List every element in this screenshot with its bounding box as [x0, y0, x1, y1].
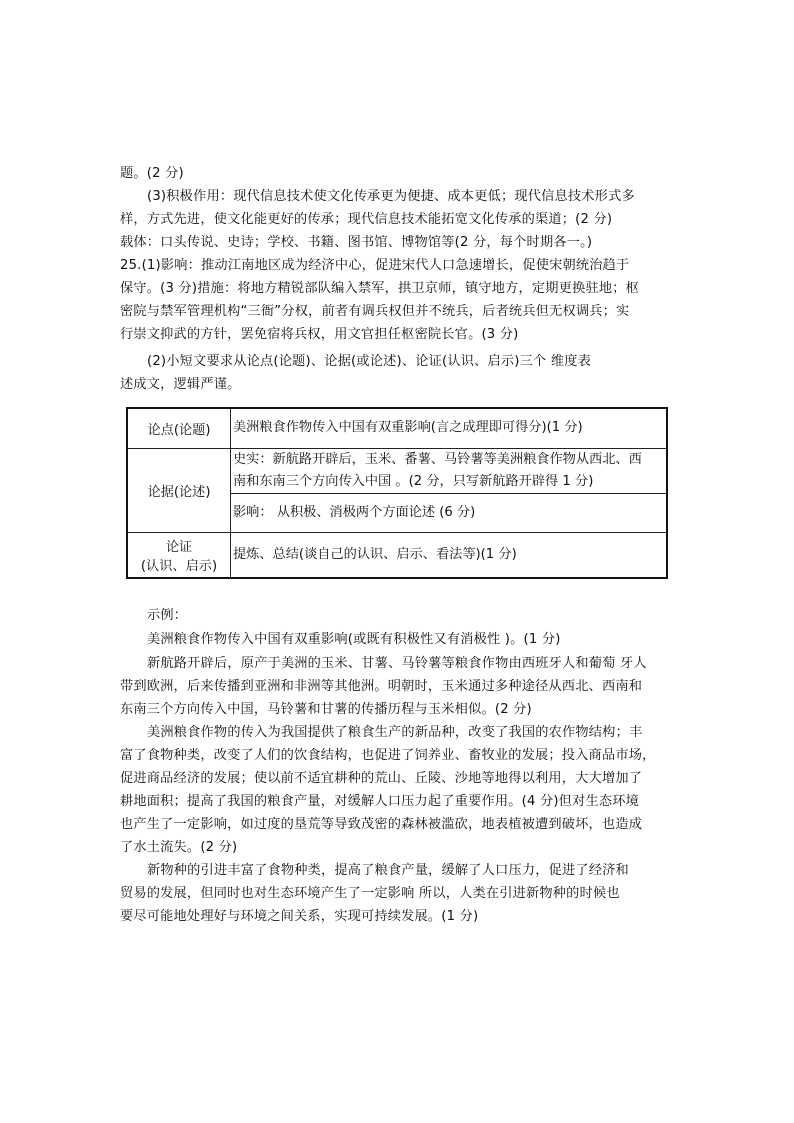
table-label — [127, 532, 231, 578]
text-line: 行崇文抑武的方针，罢免宿将兵权，用文官担任枢密院长官。(3 分) — [120, 327, 519, 342]
table-cell: 影响： 从积极、消极两个方面论述 (6 分) — [231, 493, 668, 532]
table-cell: 提炼、总结(谈自己的认识、启示、看法等)(1 分) — [231, 532, 668, 578]
table-row — [127, 408, 667, 448]
table-label-line: 论证 — [165, 539, 193, 555]
text-line: 耕地面积；提高了我国的粮食产量，对缓解人口压力起了重要作用。(4 分)但对生态环境 — [120, 794, 640, 809]
text-line: 美洲粮食作物传入中国有双重影响(或既有积极性又有消极性 )。(1 分) — [147, 632, 561, 647]
text-line: 要尽可能地处理好与环境之间关系，实现可持续发展。(1 分) — [120, 909, 479, 924]
table-label: 论点(论题) — [127, 408, 231, 448]
table-label: 论据(论述) — [127, 448, 231, 532]
text-line: 样，方式先进，使文化能更好的传承；现代信息技术能拓宽文化传承的渠道；(2 分) — [120, 212, 613, 227]
text-line: (3)积极作用：现代信息技术使文化传承更为便捷、成本更低；现代信息技术形式多 — [147, 189, 635, 204]
text-line: 述成文，逻辑严谨。 — [120, 377, 241, 392]
table-label-line: (认识、启示) — [140, 558, 218, 574]
text-line: 富了食物种类，改变了人们的饮食结构，也促进了饲养业、畜牧业的发展；投入商品市场， — [120, 748, 656, 763]
text-line: 也产生了一定影响，如过度的垦荒等导致茂密的森林被滥砍，地表植被遭到破坏，也造成 — [120, 817, 643, 832]
text-line: 载体：口头传说、史诗；学校、书籍、图书馆、博物馆等(2 分，每个时期各一。) — [120, 235, 593, 250]
table-cell: 美洲粮食作物传入中国有双重影响(言之成理即可得分)(1 分) — [231, 408, 668, 448]
text-line: 贸易的发展，但同时也对生态环境产生了一定影响 所以，人类在引进新物种的时候也 — [120, 886, 620, 901]
text-line: 密院与禁军管理机构“三衙”分权，前者有调兵权但并不统兵，后者统兵但无权调兵；实 — [120, 304, 630, 319]
scoring-table — [126, 407, 668, 579]
text-line: 新航路开辟后，原产于美洲的玉米、甘薯、马铃薯等粮食作物由西班牙人和葡萄 牙人 — [147, 656, 647, 671]
text-line: (2)小短文要求从论点(论题)、论据(或论述)、论证(认识、启示)三个 维度表 — [147, 354, 591, 369]
table-row — [127, 448, 667, 493]
text-line: 带到欧洲，后来传播到亚洲和非洲等其他洲。明朝时，玉米通过多种途径从西北、西南和 — [120, 679, 643, 694]
table-row — [127, 532, 667, 578]
text-line: 了水土流失。(2 分) — [120, 840, 238, 855]
text-line: 保守。(3 分)措施：将地方精锐部队编入禁军，拱卫京师，镇守地方，定期更换驻地；枢 — [120, 281, 640, 296]
text-line: 示例： — [147, 608, 188, 623]
text-line: 题。(2 分) — [120, 166, 184, 181]
text-line: 美洲粮食作物的传入为我国提供了粮食生产的新品种，改变了我国的农作物结构；丰 — [147, 725, 643, 740]
table-cell — [231, 448, 668, 493]
text-line: 东南三个方向传入中国，马铃薯和甘薯的传播历程与玉米相似。(2 分) — [120, 702, 532, 717]
text-line: 25.(1)影响：推动江南地区成为经济中心，促进宋代人口急速增长，促使宋朝统治趋于 — [120, 258, 630, 273]
table-cell-line: 史实：新航路开辟后，玉米、番薯、马铃薯等美洲粮食作物从西北、西 — [233, 451, 642, 467]
text-line: 促进商品经济的发展；使以前不适宜耕种的荒山、丘陵、沙地等地得以利用，大大增加了 — [120, 771, 643, 786]
table-cell-line: 南和东南三个方向传入中国 。(2 分，只写新航路开辟得 1 分) — [233, 473, 594, 489]
text-line: 新物种的引进丰富了食物种类，提高了粮食产量，缓解了人口压力，促进了经济和 — [147, 863, 629, 878]
